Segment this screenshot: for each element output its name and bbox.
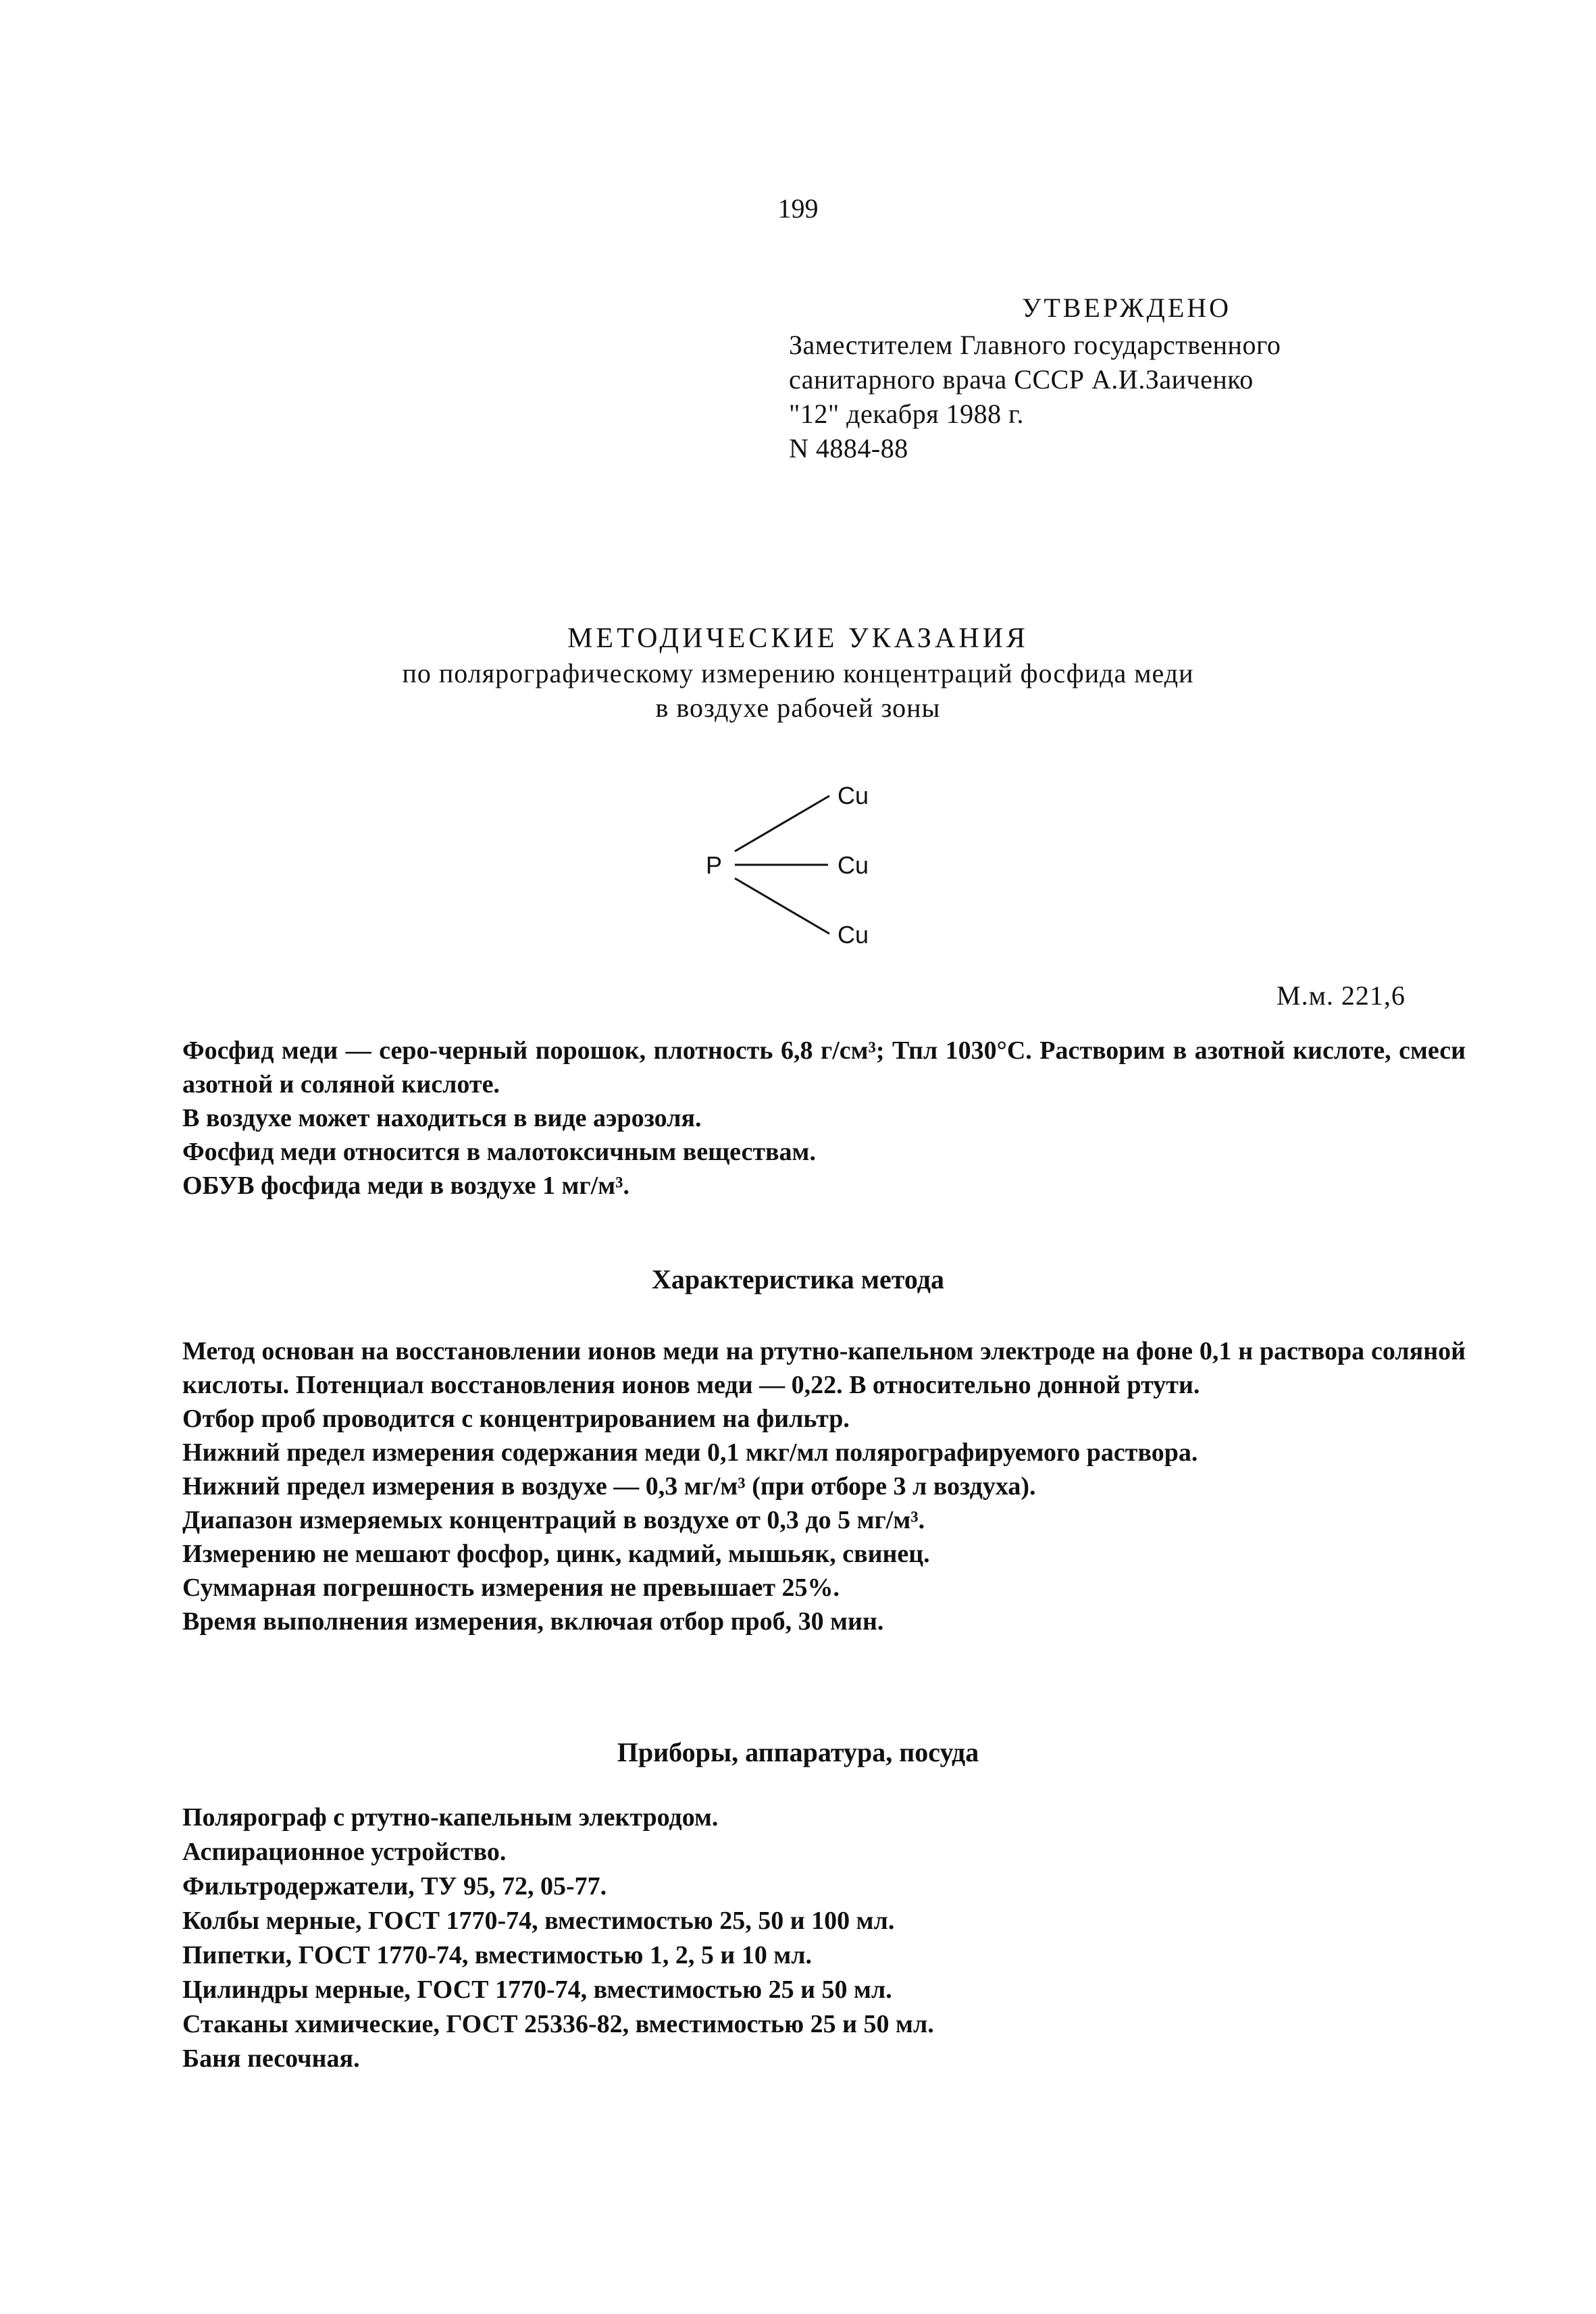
- description-paragraph: Фосфид меди — серо-черный порошок, плотность 6,8 г/см³; Тпл 1030°С. Растворим в азотной кислоте, смеси азотной и соляной кислоте.: [182, 1036, 1466, 1099]
- equipment-list: [182, 1801, 934, 2076]
- approval-line: N 4884-88: [789, 433, 908, 463]
- method-paragraph: Метод основан на восстановлении ионов меди на ртутно-капельном электроде на фоне 0,1 н раствора соляной кислоты. Потенциал восстановления ионов меди — 0,22. В относительно донной ртути.: [182, 1337, 1466, 1399]
- title-main: МЕТОДИЧЕСКИЕ УКАЗАНИЯ: [567, 623, 1029, 654]
- atom-phosphorus: P: [706, 851, 723, 879]
- equipment-item: Стаканы химические, ГОСТ 25336-82, вместимостью 25 и 50 мл.: [182, 2010, 934, 2038]
- equipment-item: Колбы мерные, ГОСТ 1770-74, вместимостью 25, 50 и 100 мл.: [182, 1907, 895, 1935]
- approval-line: санитарного врача СССР А.И.Заиченко: [789, 364, 1254, 395]
- method-line: Суммарная погрешность измерения не превышает 25%.: [182, 1574, 840, 1602]
- bond-line: [735, 796, 829, 851]
- equipment-item: Аспирационное устройство.: [182, 1838, 507, 1866]
- equipment-item: Цилиндры мерные, ГОСТ 1770-74, вместимостью 25 и 50 мл.: [182, 1976, 892, 2004]
- atom-copper: Cu: [838, 851, 869, 879]
- structural-formula: [696, 777, 912, 973]
- approval-line: Заместителем Главного государственного: [789, 330, 1281, 360]
- description-line: В воздухе может находиться в виде аэрозоля.: [182, 1104, 702, 1132]
- method-line: Отбор проб проводится с концентрированием на фильтр.: [182, 1405, 850, 1433]
- bond-line: [735, 878, 829, 934]
- method-line: Нижний предел измерения содержания меди 0,1 мкг/мл полярографируемого раствора.: [182, 1438, 1198, 1467]
- equipment-item: Пипетки, ГОСТ 1770-74, вместимостью 1, 2, 5 и 10 мл.: [182, 1941, 813, 1969]
- atom-copper: Cu: [838, 921, 869, 949]
- equipment-item: Фильтродержатели, ТУ 95, 72, 05-77.: [182, 1872, 607, 1901]
- method-section: [182, 1334, 1466, 1638]
- method-line: Измерению не мешают фосфор, цинк, кадмий, мышьяк, свинец.: [182, 1540, 930, 1568]
- document-title: [0, 622, 1596, 725]
- title-sub: по полярографическому измерению концентраций фосфида меди: [402, 658, 1194, 688]
- atom-copper: Cu: [838, 782, 869, 809]
- equipment-item: Полярограф с ртутно-капельным электродом.: [182, 1803, 719, 1832]
- approval-heading: УТВЕРЖДЕНО: [1022, 293, 1232, 323]
- equipment-heading: Приборы, аппаратура, посуда: [617, 1737, 979, 1767]
- approval-block: [789, 291, 1281, 466]
- equipment-item: Баня песочная.: [182, 2044, 360, 2073]
- method-line: Нижний предел измерения в воздухе — 0,3 мг/м³ (при отборе 3 л воздуха).: [182, 1472, 1036, 1501]
- page-number: 199: [777, 193, 819, 224]
- method-heading: Характеристика метода: [652, 1264, 944, 1294]
- method-line: Диапазон измеряемых концентраций в воздухе от 0,3 до 5 мг/м³.: [182, 1506, 925, 1534]
- method-line: Время выполнения измерения, включая отбор проб, 30 мин.: [182, 1607, 884, 1636]
- description-section: [182, 1034, 1466, 1203]
- title-sub: в воздухе рабочей зоны: [655, 693, 941, 723]
- description-line: Фосфид меди относится в малотоксичным веществам.: [182, 1138, 816, 1166]
- molar-mass: М.м. 221,6: [1277, 980, 1406, 1011]
- description-line: ОБУВ фосфида меди в воздухе 1 мг/м³.: [182, 1172, 629, 1200]
- approval-line: "12" декабря 1988 г.: [789, 399, 1024, 429]
